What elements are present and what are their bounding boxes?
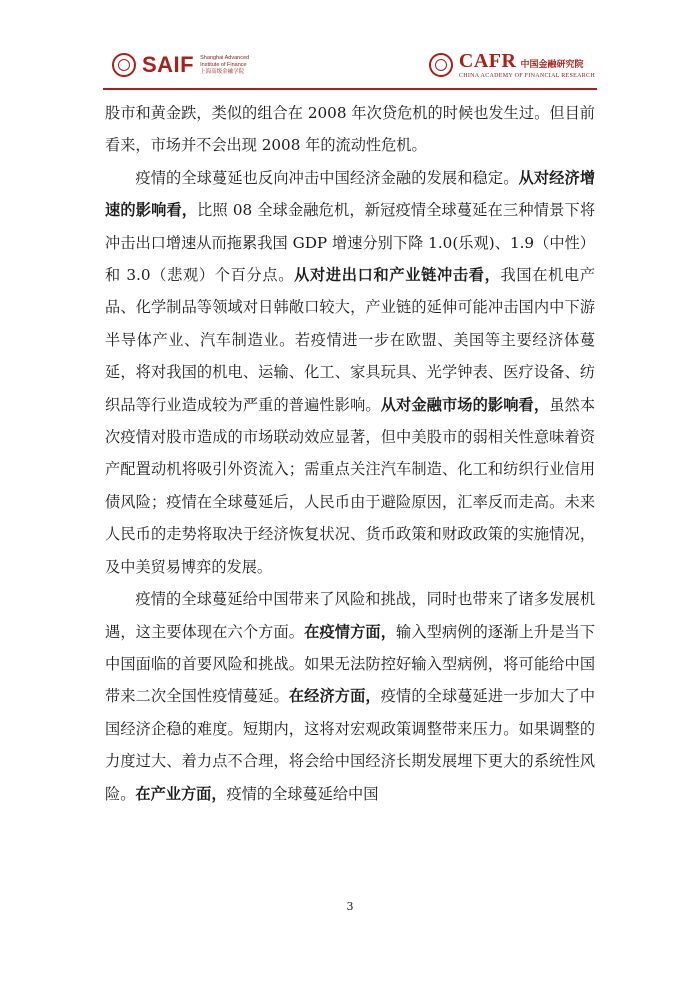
cafr-logo-text-block [459, 50, 595, 79]
bold-phrase: 从对金融市场的影响看， [380, 395, 550, 414]
text-run: 输入型病例的逐渐上升是当下中国面临的首要风险和挑战。如果无法防控好输入型病例，将可能给中国带来二次全国性疫情蔓延。 [105, 622, 596, 706]
text-run: 我国在机电产品、化学制品等领域对日韩敞口较大，产业链的延伸可能冲击国内中下游半导体产业、汽车制造业。若疫情进一步在欧盟、美国等主要经济体蔓延，将对我国的机电、运输、化工、家具玩具、光学钟表、医疗设备、纺织品等行业造成较为严重的普遍性影响。 [105, 266, 596, 414]
paragraph [105, 97, 595, 162]
cafr-seal-icon [429, 53, 453, 77]
bold-phrase: 在经济方面， [288, 687, 381, 706]
bold-phrase: 在疫情方面， [304, 622, 397, 641]
saif-logo-text: SAIF [142, 52, 195, 77]
bold-phrase: 从对进出口和产业链冲击看， [294, 266, 501, 285]
text-run: 比照 08 全球金融危机，新冠疫情全球蔓延在三种情景下将冲击出口增速从而拖累我国 GDP 增速分别下降 1.0(乐观)、1.9（中性）和 3.0（悲观）个百分点。 [105, 201, 595, 285]
cafr-logo-top-row [459, 50, 595, 73]
saif-seal-icon [112, 53, 136, 77]
paragraph [105, 583, 595, 810]
text-run: 疫情的全球蔓延给中国带来了风险和挑战，同时也带来了诸多发展机遇，这主要体现在六个方面。 [105, 590, 595, 641]
text-run: 疫情的全球蔓延进一步加大了中国经济企稳的难度。短期内，这将对宏观政策调整带来压力。如果调整的力度过大、着力点不合理，将会给中国经济长期发展埋下更大的系统性风险。 [105, 687, 596, 803]
page-number: 3 [346, 900, 354, 913]
cafr-logo [429, 50, 595, 79]
document-body [105, 97, 595, 810]
bold-phrase: 从对经济增速的影响看， [105, 168, 596, 220]
text-run: 虽然本次疫情对股市造成的市场联动效应显著，但中美股市的弱相关性意味着资产配置动机将吸引外资流入；需重点关注汽车制造、化工和纺织行业信用债风险；疫情在全球蔓延后，人民币由于避险原因，汇率反而走高。未来人民币的走势将取决于经济恢复状况、货币政策和财政政策的实施情况，及中美贸易博弈的发展。 [105, 395, 596, 576]
cafr-logo-cn: 中国金融研究院 [520, 60, 584, 70]
saif-subtitle-en-line1: Shanghai Advanced [200, 54, 250, 61]
cafr-logo-subtitle: CHINA ACADEMY OF FINANCIAL RESEARCH [458, 73, 595, 79]
saif-logo-subtitle [200, 55, 249, 76]
text-run: 疫情的全球蔓延也反向冲击中国经济金融的发展和稳定。 [135, 168, 519, 187]
text-run: 疫情的全球蔓延给中国 [226, 784, 379, 803]
text-run: 股市和黄金跌，类似的组合在 2008 年次贷危机的时候也发生过。但目前看来，市场并不会出现 2008 年的流动性危机。 [105, 104, 595, 155]
cafr-logo-text: CAFR [458, 50, 517, 72]
bold-phrase: 在产业方面， [135, 784, 227, 803]
page-header [0, 0, 700, 100]
saif-subtitle-en-line2: Institute of Finance [200, 61, 247, 68]
saif-logo [112, 52, 249, 78]
header-rule [103, 88, 597, 90]
saif-subtitle-cn: 上海高级金融学院 [200, 68, 245, 75]
paragraph [105, 162, 595, 583]
